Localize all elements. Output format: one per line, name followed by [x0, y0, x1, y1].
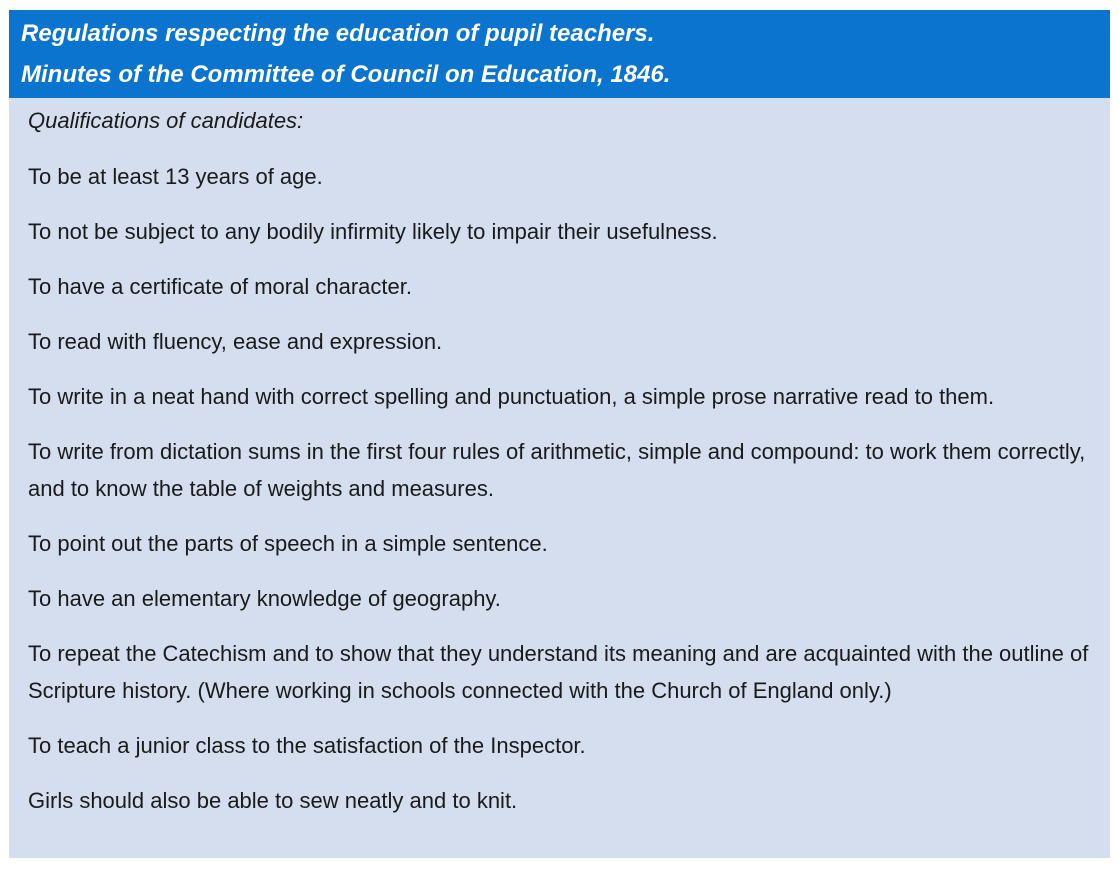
regulations-box [9, 10, 1110, 858]
qualification-item: Girls should also be able to sew neatly and to knit. [28, 788, 518, 813]
qualification-item: To repeat the Catechism and to show that they understand its meaning and are acquainted with the outline of Scripture history. (Where working in schools connected with the Church of England only.) [28, 641, 1089, 703]
qualifications-subheading: Qualifications of candidates: [28, 108, 304, 133]
box-header [9, 10, 1110, 98]
qualification-item: To be at least 13 years of age. [28, 164, 323, 189]
qualification-item: To read with fluency, ease and expression. [28, 329, 443, 354]
qualification-item: To have a certificate of moral character. [28, 274, 412, 299]
qualification-item: To write in a neat hand with correct spelling and punctuation, a simple prose narrative read to them. [28, 384, 995, 409]
qualification-item: To have an elementary knowledge of geography. [28, 586, 501, 611]
header-title: Regulations respecting the education of pupil teachers. [21, 20, 655, 47]
qualification-item: To point out the parts of speech in a simple sentence. [28, 531, 548, 556]
qualification-item: To teach a junior class to the satisfaction of the Inspector. [28, 733, 586, 758]
header-source: Minutes of the Committee of Council on Education, 1846. [21, 61, 671, 88]
qualification-item: To write from dictation sums in the first four rules of arithmetic, simple and compound: to work them correctly, and to know the table of weights and measures. [28, 439, 1086, 501]
box-body [9, 98, 1110, 819]
qualification-item: To not be subject to any bodily infirmity likely to impair their usefulness. [28, 219, 718, 244]
